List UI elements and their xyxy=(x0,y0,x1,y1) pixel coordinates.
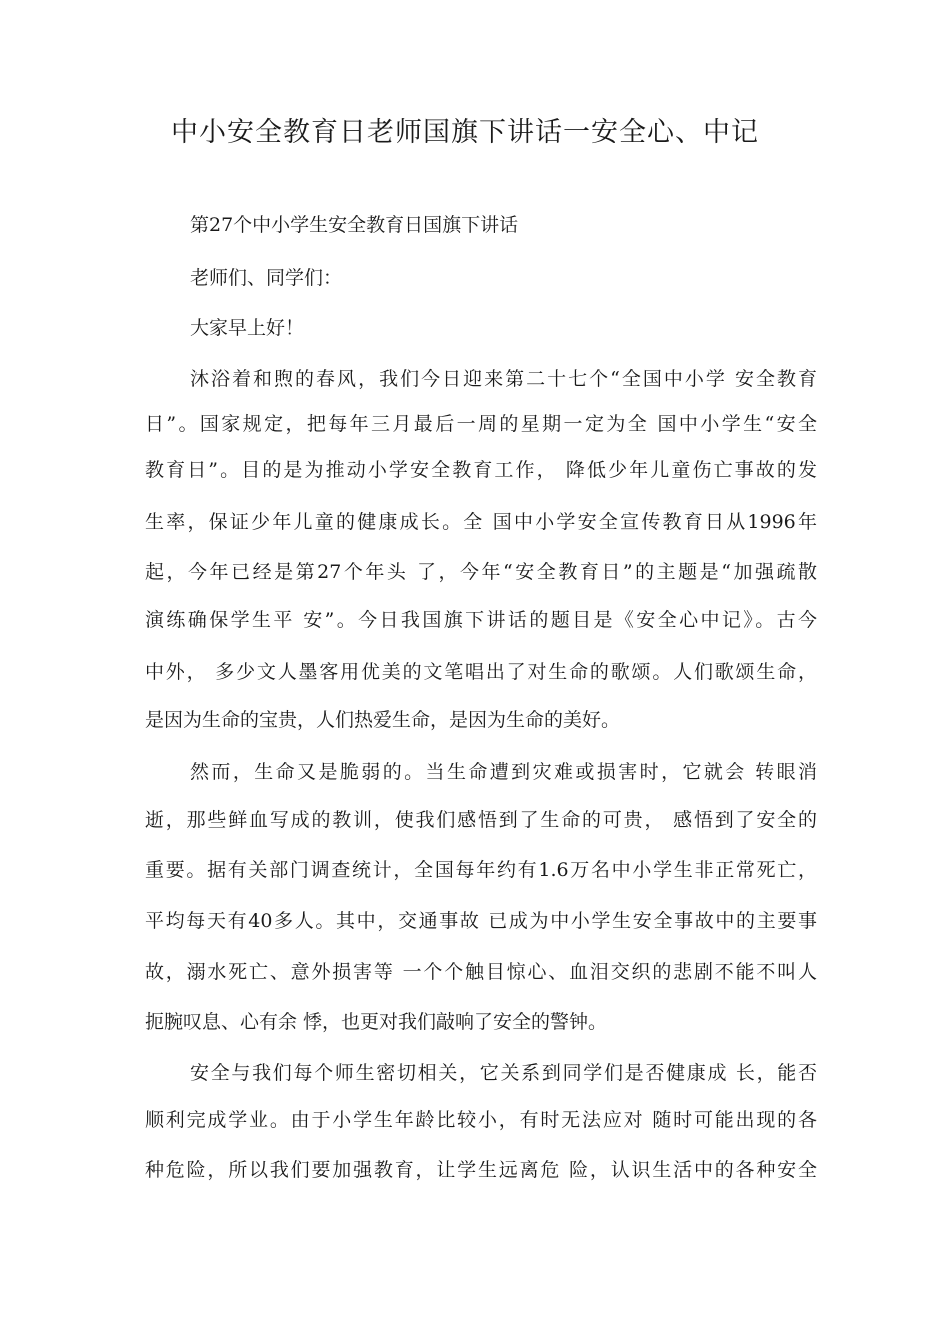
paragraph-line: 扼腕叹息、心有余 悸，也更对我们敲响了安全的警钟。 xyxy=(145,1011,608,1033)
paragraph-line: 然而，生命又是脆弱的。当生命遭到灾难或损害时，它就会 转眼消 xyxy=(190,761,817,783)
paragraph-line: 中外， 多少文人墨客用优美的文笔唱出了对生命的歌颂。人们歌颂生命， xyxy=(145,661,817,683)
greeting-line: 大家早上好！ xyxy=(190,317,305,339)
paragraph-line: 故，溺水死亡、意外损害等 一个个触目惊心、血泪交织的悲剧不能不叫人 xyxy=(145,961,817,983)
paragraph-line: 日”。国家规定，把每年三月最后一周的星期一定为全 国中小学生“安全 xyxy=(145,413,817,435)
paragraph-line: 是因为生命的宝贵，人们热爱生命，是因为生命的美好。 xyxy=(145,709,621,731)
paragraph-line: 种危险，所以我们要加强教育，让学生远离危 险，认识生活中的各种安全 xyxy=(145,1159,817,1181)
subtitle-line: 第27个中小学生安全教育日国旗下讲话 xyxy=(190,214,519,236)
document-title: 中小安全教育日老师国旗下讲话一安全心、中记 xyxy=(171,117,759,148)
paragraph-line: 重要。据有关部门调查统计，全国每年约有1.6万名中小学生非正常死亡， xyxy=(145,859,817,881)
paragraph-line: 沐浴着和煦的春风，我们今日迎来第二十七个“全国中小学 安全教育 xyxy=(190,368,817,390)
salutation-line: 老师们、同学们： xyxy=(190,267,343,289)
paragraph-line: 演练确保学生平 安”。今日我国旗下讲话的题目是《安全心中记》。古今 xyxy=(145,609,817,631)
paragraph-line: 生率，保证少年儿童的健康成长。全 国中小学安全宣传教育日从1996年 xyxy=(145,511,817,533)
paragraph-line: 逝，那些鲜血写成的教训，使我们感悟到了生命的可贵， 感悟到了安全的 xyxy=(145,809,817,831)
paragraph-line: 起，今年已经是第27个年头 了，今年“安全教育日”的主题是“加强疏散 xyxy=(145,561,817,583)
paragraph-line: 安全与我们每个师生密切相关，它关系到同学们是否健康成 长，能否 xyxy=(190,1062,817,1084)
paragraph-line: 教育日”。目的是为推动小学安全教育工作， 降低少年儿童伤亡事故的发 xyxy=(145,459,817,481)
paragraph-line: 平均每天有40多人。其中，交通事故 已成为中小学生安全事故中的主要事 xyxy=(145,910,817,932)
paragraph-line: 顺利完成学业。由于小学生年龄比较小，有时无法应对 随时可能出现的各 xyxy=(145,1109,817,1131)
